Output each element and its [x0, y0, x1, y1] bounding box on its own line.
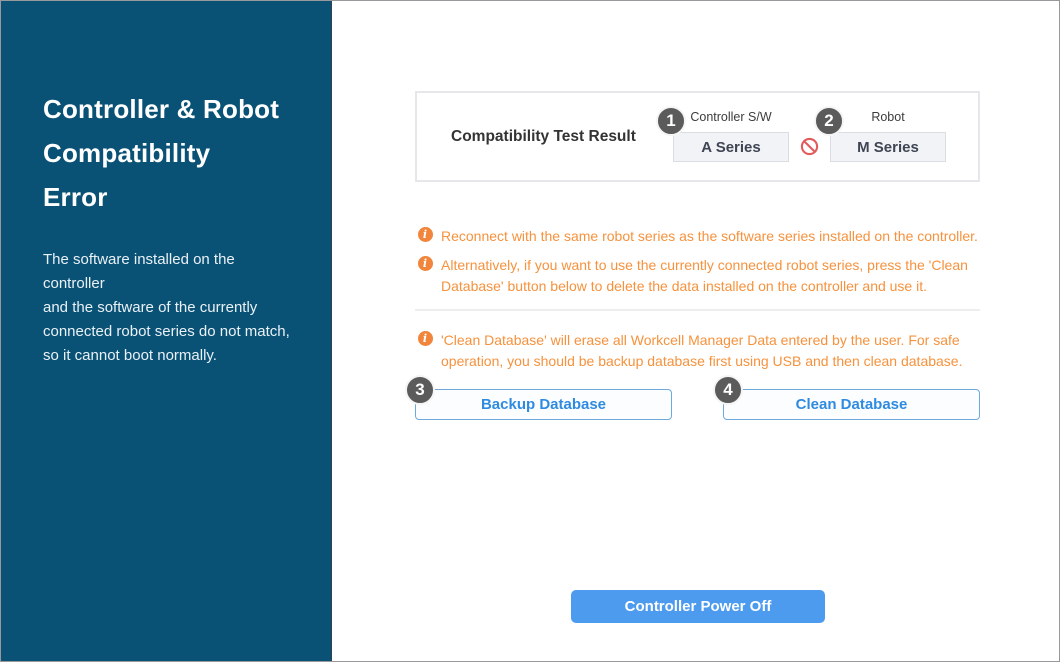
robot-value-box: M Series [830, 132, 946, 162]
page-title-line-1: Controller & Robot [43, 94, 280, 124]
step-badge-3: 3 [405, 375, 435, 405]
controller-power-off-button[interactable]: Controller Power Off [571, 590, 825, 623]
step-badge-2: 2 [814, 106, 844, 136]
error-description-line-4: so it cannot boot normally. [43, 347, 217, 364]
page-title [43, 87, 300, 219]
page-title-line-2: Compatibility [43, 138, 211, 168]
page-title-line-3: Error [43, 182, 108, 212]
error-description [43, 248, 300, 368]
clean-database-button[interactable]: Clean Database [723, 389, 980, 420]
prohibited-icon [800, 137, 819, 156]
controller-sw-value-box: A Series [673, 132, 789, 162]
step-badge-4: 4 [713, 375, 743, 405]
info-message-2: Alternatively, if you want to use the currently connected robot series, press the 'Clean Database' button below to delete the data installed on the controller and use it. [441, 257, 968, 294]
controller-sw-label: Controller S/W [690, 110, 772, 124]
backup-database-button[interactable]: Backup Database [415, 389, 672, 420]
section-divider [415, 309, 980, 311]
warning-icon [418, 331, 433, 346]
info-icon [418, 227, 433, 242]
compatibility-test-result-label: Compatibility Test Result [451, 128, 636, 145]
error-description-line-1: The software installed on the controller [43, 251, 235, 292]
warning-message: 'Clean Database' will erase all Workcell Manager Data entered by the user. For safe operation, you should be backup database first using USB and then clean database. [441, 332, 963, 369]
info-icon [418, 256, 433, 271]
sidebar [1, 1, 332, 661]
info-message-1: Reconnect with the same robot series as the software series installed on the controller. [441, 228, 978, 244]
robot-label: Robot [871, 110, 905, 124]
error-description-line-2: and the software of the currently [43, 299, 258, 316]
step-badge-1: 1 [656, 106, 686, 136]
error-description-line-3: connected robot series do not match, [43, 323, 290, 340]
